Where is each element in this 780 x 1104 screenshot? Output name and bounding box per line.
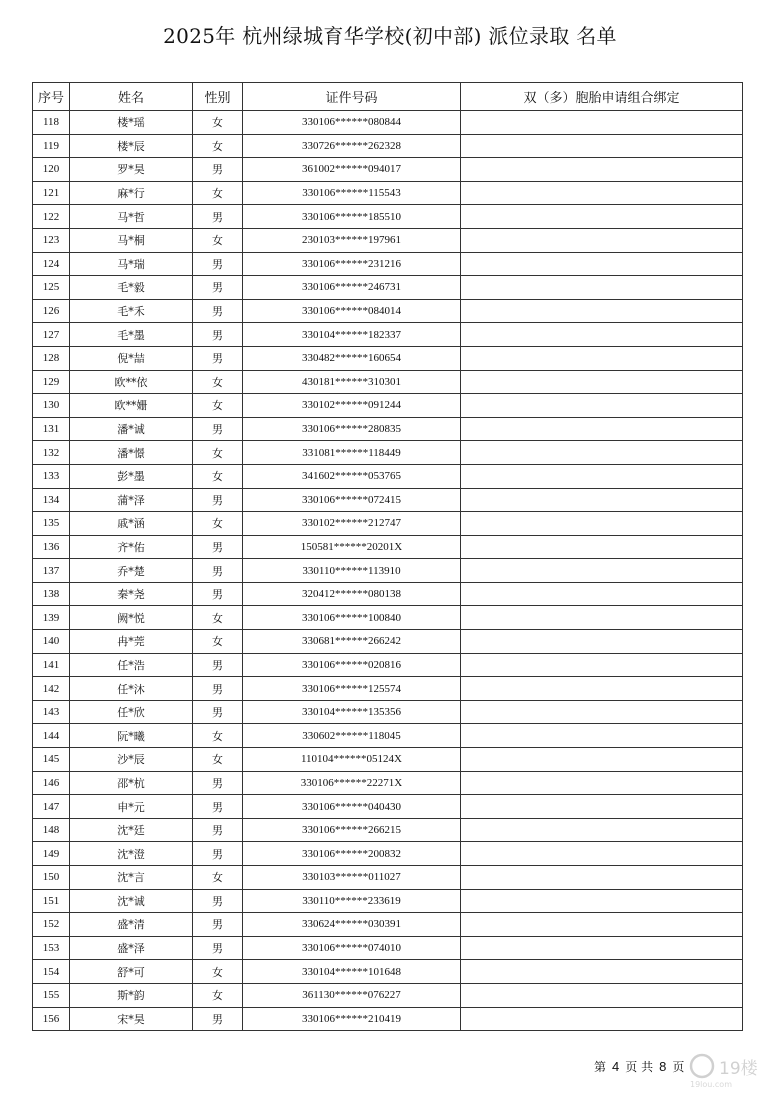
cell-twins-binding — [461, 1007, 743, 1031]
cell-gender: 男 — [193, 653, 243, 677]
cell-gender: 女 — [193, 134, 243, 158]
cell-name: 盛*清 — [70, 913, 193, 937]
table-row — [33, 748, 743, 772]
cell-seq: 130 — [33, 394, 70, 418]
cell-gender: 女 — [193, 866, 243, 890]
cell-seq: 154 — [33, 960, 70, 984]
cell-seq: 133 — [33, 464, 70, 488]
cell-name: 任*欣 — [70, 700, 193, 724]
cell-seq: 124 — [33, 252, 70, 276]
cell-name: 申*元 — [70, 795, 193, 819]
cell-seq: 122 — [33, 205, 70, 229]
table-row — [33, 346, 743, 370]
cell-id-number: 330602******118045 — [243, 724, 461, 748]
cell-gender: 男 — [193, 252, 243, 276]
cell-id-number: 430181******310301 — [243, 370, 461, 394]
cell-seq: 149 — [33, 842, 70, 866]
cell-name: 马*桐 — [70, 228, 193, 252]
cell-gender: 女 — [193, 724, 243, 748]
table-row — [33, 370, 743, 394]
cell-name: 毛*禾 — [70, 299, 193, 323]
cell-gender: 男 — [193, 158, 243, 182]
table-row — [33, 158, 743, 182]
cell-name: 潘*憬 — [70, 441, 193, 465]
header-twins: 双（多）胞胎申请组合绑定 — [461, 83, 743, 111]
table-row — [33, 771, 743, 795]
cell-twins-binding — [461, 677, 743, 701]
cell-twins-binding — [461, 913, 743, 937]
cell-twins-binding — [461, 936, 743, 960]
cell-seq: 126 — [33, 299, 70, 323]
cell-name: 戚*涵 — [70, 512, 193, 536]
cell-seq: 139 — [33, 606, 70, 630]
cell-gender: 男 — [193, 771, 243, 795]
cell-name: 沈*澄 — [70, 842, 193, 866]
watermark-logo — [688, 1050, 768, 1090]
cell-gender: 女 — [193, 512, 243, 536]
header-seq: 序号 — [33, 83, 70, 111]
table-row — [33, 724, 743, 748]
cell-gender: 男 — [193, 488, 243, 512]
header-name: 姓名 — [70, 83, 193, 111]
table-row — [33, 1007, 743, 1031]
cell-gender: 男 — [193, 299, 243, 323]
cell-id-number: 330106******280835 — [243, 417, 461, 441]
cell-twins-binding — [461, 842, 743, 866]
cell-id-number: 330106******100840 — [243, 606, 461, 630]
cell-seq: 152 — [33, 913, 70, 937]
table-row — [33, 181, 743, 205]
cell-twins-binding — [461, 158, 743, 182]
cell-name: 蒲*泽 — [70, 488, 193, 512]
cell-id-number: 330110******233619 — [243, 889, 461, 913]
cell-seq: 118 — [33, 111, 70, 135]
cell-seq: 132 — [33, 441, 70, 465]
cell-name: 任*沐 — [70, 677, 193, 701]
cell-gender: 男 — [193, 323, 243, 347]
cell-gender: 女 — [193, 464, 243, 488]
cell-twins-binding — [461, 299, 743, 323]
cell-gender: 女 — [193, 960, 243, 984]
cell-id-number: 330102******212747 — [243, 512, 461, 536]
cell-gender: 女 — [193, 606, 243, 630]
cell-seq: 136 — [33, 535, 70, 559]
cell-seq: 153 — [33, 936, 70, 960]
cell-gender: 男 — [193, 535, 243, 559]
table-row — [33, 535, 743, 559]
cell-id-number: 230103******197961 — [243, 228, 461, 252]
cell-id-number: 110104******05124X — [243, 748, 461, 772]
cell-twins-binding — [461, 866, 743, 890]
cell-id-number: 330106******246731 — [243, 276, 461, 300]
cell-seq: 131 — [33, 417, 70, 441]
cell-name: 秦*尧 — [70, 582, 193, 606]
cell-seq: 146 — [33, 771, 70, 795]
cell-seq: 128 — [33, 346, 70, 370]
table-row — [33, 134, 743, 158]
table-row — [33, 488, 743, 512]
cell-twins-binding — [461, 559, 743, 583]
cell-id-number: 361002******094017 — [243, 158, 461, 182]
admission-roster-table — [32, 82, 743, 1031]
cell-seq: 150 — [33, 866, 70, 890]
cell-seq: 148 — [33, 818, 70, 842]
cell-twins-binding — [461, 370, 743, 394]
cell-seq: 141 — [33, 653, 70, 677]
cell-gender: 女 — [193, 394, 243, 418]
table-row — [33, 228, 743, 252]
cell-seq: 135 — [33, 512, 70, 536]
cell-name: 马*瑞 — [70, 252, 193, 276]
cell-name: 罗*昊 — [70, 158, 193, 182]
cell-twins-binding — [461, 606, 743, 630]
cell-gender: 男 — [193, 936, 243, 960]
cell-id-number: 330110******113910 — [243, 559, 461, 583]
cell-gender: 男 — [193, 582, 243, 606]
table-row — [33, 960, 743, 984]
cell-name: 阙*悦 — [70, 606, 193, 630]
cell-gender: 女 — [193, 111, 243, 135]
cell-twins-binding — [461, 748, 743, 772]
cell-twins-binding — [461, 700, 743, 724]
table-row — [33, 252, 743, 276]
cell-seq: 144 — [33, 724, 70, 748]
cell-twins-binding — [461, 134, 743, 158]
cell-seq: 145 — [33, 748, 70, 772]
cell-twins-binding — [461, 582, 743, 606]
cell-gender: 男 — [193, 677, 243, 701]
table-row — [33, 700, 743, 724]
cell-gender: 女 — [193, 181, 243, 205]
watermark-ring — [691, 1055, 713, 1077]
cell-name: 潘*诚 — [70, 417, 193, 441]
watermark-text: 19楼 — [719, 1059, 758, 1079]
cell-gender: 男 — [193, 700, 243, 724]
table-row — [33, 677, 743, 701]
cell-seq: 127 — [33, 323, 70, 347]
cell-id-number: 330102******091244 — [243, 394, 461, 418]
table-row — [33, 983, 743, 1007]
cell-name: 任*浩 — [70, 653, 193, 677]
cell-gender: 男 — [193, 913, 243, 937]
cell-twins-binding — [461, 889, 743, 913]
cell-id-number: 330106******115543 — [243, 181, 461, 205]
cell-gender: 男 — [193, 1007, 243, 1031]
page-suffix: 页 — [672, 1060, 685, 1074]
table-row — [33, 276, 743, 300]
cell-name: 阮*曦 — [70, 724, 193, 748]
cell-name: 舒*可 — [70, 960, 193, 984]
cell-twins-binding — [461, 205, 743, 229]
page-mid: 页 共 — [625, 1060, 654, 1074]
table-row — [33, 842, 743, 866]
table-body — [33, 111, 743, 1031]
cell-seq: 138 — [33, 582, 70, 606]
cell-name: 毛*毅 — [70, 276, 193, 300]
cell-twins-binding — [461, 228, 743, 252]
cell-id-number: 330104******182337 — [243, 323, 461, 347]
cell-id-number: 361130******076227 — [243, 983, 461, 1007]
cell-name: 倪*喆 — [70, 346, 193, 370]
table-header-row — [33, 83, 743, 111]
cell-id-number: 341602******053765 — [243, 464, 461, 488]
cell-id-number: 330106******072415 — [243, 488, 461, 512]
header-id: 证件号码 — [243, 83, 461, 111]
watermark-site: 19lou.com — [690, 1080, 732, 1089]
cell-seq: 142 — [33, 677, 70, 701]
cell-id-number: 330482******160654 — [243, 346, 461, 370]
page-title: 2025年 杭州绿城育华学校(初中部) 派位录取 名单 — [163, 24, 617, 48]
cell-seq: 125 — [33, 276, 70, 300]
table-row — [33, 913, 743, 937]
cell-twins-binding — [461, 535, 743, 559]
cell-twins-binding — [461, 394, 743, 418]
table-row — [33, 394, 743, 418]
cell-twins-binding — [461, 488, 743, 512]
cell-twins-binding — [461, 795, 743, 819]
cell-seq: 151 — [33, 889, 70, 913]
table-row — [33, 582, 743, 606]
cell-name: 乔*楚 — [70, 559, 193, 583]
cell-name: 欧**依 — [70, 370, 193, 394]
cell-gender: 男 — [193, 559, 243, 583]
cell-gender: 男 — [193, 276, 243, 300]
page-prefix: 第 — [594, 1060, 607, 1074]
cell-gender: 男 — [193, 818, 243, 842]
cell-id-number: 330726******262328 — [243, 134, 461, 158]
cell-gender: 女 — [193, 630, 243, 654]
page-total: 8 — [659, 1059, 667, 1074]
cell-name: 马*哲 — [70, 205, 193, 229]
table-row — [33, 512, 743, 536]
page-current: 4 — [612, 1059, 620, 1074]
table-row — [33, 559, 743, 583]
cell-name: 沙*辰 — [70, 748, 193, 772]
cell-name: 齐*佑 — [70, 535, 193, 559]
cell-gender: 男 — [193, 346, 243, 370]
cell-seq: 123 — [33, 228, 70, 252]
cell-gender: 男 — [193, 205, 243, 229]
cell-twins-binding — [461, 464, 743, 488]
cell-gender: 女 — [193, 370, 243, 394]
cell-twins-binding — [461, 960, 743, 984]
cell-gender: 男 — [193, 417, 243, 441]
cell-id-number: 330106******084014 — [243, 299, 461, 323]
table-row — [33, 464, 743, 488]
cell-name: 楼*瑶 — [70, 111, 193, 135]
cell-name: 冉*莞 — [70, 630, 193, 654]
cell-name: 沈*言 — [70, 866, 193, 890]
cell-id-number: 330106******266215 — [243, 818, 461, 842]
cell-seq: 120 — [33, 158, 70, 182]
cell-seq: 147 — [33, 795, 70, 819]
cell-name: 盛*泽 — [70, 936, 193, 960]
cell-name: 楼*辰 — [70, 134, 193, 158]
table-row — [33, 299, 743, 323]
cell-name: 毛*墨 — [70, 323, 193, 347]
cell-id-number: 330106******22271X — [243, 771, 461, 795]
cell-twins-binding — [461, 276, 743, 300]
table-row — [33, 866, 743, 890]
page-footer — [594, 1058, 690, 1075]
cell-name: 沈*廷 — [70, 818, 193, 842]
cell-id-number: 330624******030391 — [243, 913, 461, 937]
cell-id-number: 330106******185510 — [243, 205, 461, 229]
cell-seq: 129 — [33, 370, 70, 394]
cell-name: 斯*韵 — [70, 983, 193, 1007]
cell-name: 沈*诚 — [70, 889, 193, 913]
cell-id-number: 330106******020816 — [243, 653, 461, 677]
cell-id-number: 320412******080138 — [243, 582, 461, 606]
cell-id-number: 330104******135356 — [243, 700, 461, 724]
cell-gender: 男 — [193, 842, 243, 866]
cell-id-number: 330106******080844 — [243, 111, 461, 135]
cell-twins-binding — [461, 724, 743, 748]
cell-seq: 140 — [33, 630, 70, 654]
cell-name: 宋*昊 — [70, 1007, 193, 1031]
cell-name: 彭*墨 — [70, 464, 193, 488]
table-row — [33, 936, 743, 960]
cell-twins-binding — [461, 983, 743, 1007]
cell-id-number: 330106******074010 — [243, 936, 461, 960]
cell-seq: 155 — [33, 983, 70, 1007]
cell-gender: 女 — [193, 983, 243, 1007]
cell-id-number: 330103******011027 — [243, 866, 461, 890]
cell-twins-binding — [461, 181, 743, 205]
cell-twins-binding — [461, 252, 743, 276]
table-row — [33, 111, 743, 135]
cell-id-number: 330681******266242 — [243, 630, 461, 654]
table-row — [33, 205, 743, 229]
cell-id-number: 330104******101648 — [243, 960, 461, 984]
cell-twins-binding — [461, 512, 743, 536]
cell-twins-binding — [461, 441, 743, 465]
header-gender: 性别 — [193, 83, 243, 111]
cell-gender: 女 — [193, 228, 243, 252]
cell-seq: 156 — [33, 1007, 70, 1031]
table-row — [33, 606, 743, 630]
table-row — [33, 818, 743, 842]
table-row — [33, 795, 743, 819]
cell-twins-binding — [461, 346, 743, 370]
cell-seq: 137 — [33, 559, 70, 583]
table-row — [33, 441, 743, 465]
cell-id-number: 331081******118449 — [243, 441, 461, 465]
cell-id-number: 330106******231216 — [243, 252, 461, 276]
cell-twins-binding — [461, 630, 743, 654]
cell-name: 麻*行 — [70, 181, 193, 205]
table-row — [33, 889, 743, 913]
cell-twins-binding — [461, 771, 743, 795]
cell-seq: 119 — [33, 134, 70, 158]
cell-twins-binding — [461, 818, 743, 842]
cell-id-number: 330106******200832 — [243, 842, 461, 866]
table-row — [33, 630, 743, 654]
cell-twins-binding — [461, 323, 743, 347]
cell-seq: 121 — [33, 181, 70, 205]
cell-gender: 男 — [193, 795, 243, 819]
cell-gender: 女 — [193, 748, 243, 772]
cell-id-number: 150581******20201X — [243, 535, 461, 559]
table-row — [33, 653, 743, 677]
cell-seq: 134 — [33, 488, 70, 512]
cell-gender: 女 — [193, 441, 243, 465]
cell-id-number: 330106******040430 — [243, 795, 461, 819]
cell-gender: 男 — [193, 889, 243, 913]
cell-twins-binding — [461, 111, 743, 135]
cell-id-number: 330106******125574 — [243, 677, 461, 701]
cell-twins-binding — [461, 417, 743, 441]
cell-twins-binding — [461, 653, 743, 677]
table-row — [33, 323, 743, 347]
cell-name: 邵*杭 — [70, 771, 193, 795]
cell-id-number: 330106******210419 — [243, 1007, 461, 1031]
table-row — [33, 417, 743, 441]
cell-seq: 143 — [33, 700, 70, 724]
cell-name: 欧**姗 — [70, 394, 193, 418]
